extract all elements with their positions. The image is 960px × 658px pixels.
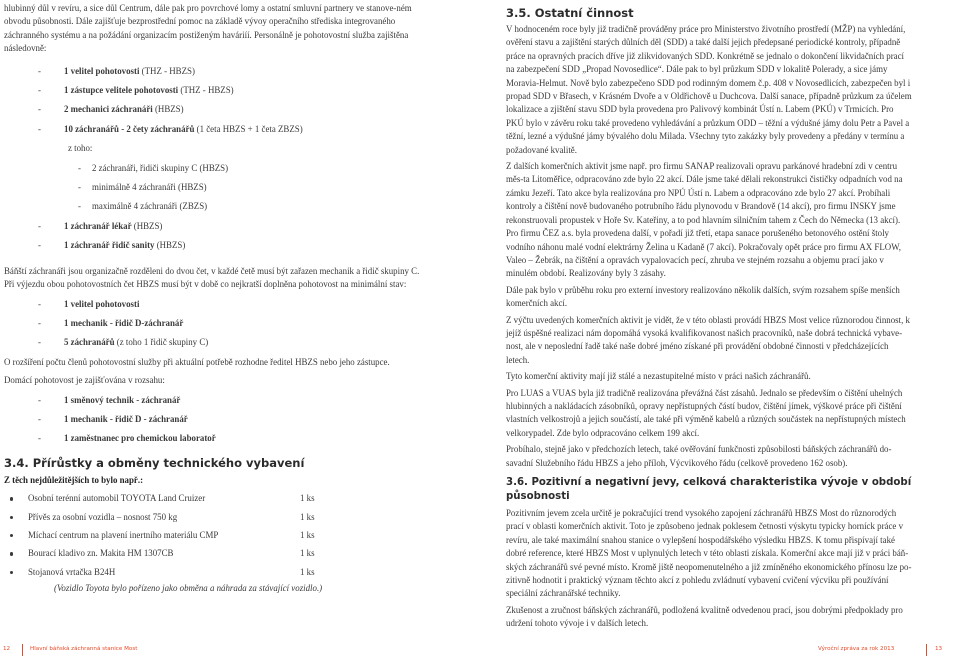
footer-title-right: Výroční zpráva za rok 2013 bbox=[818, 646, 895, 652]
verification-paragraph: Probíhalo, stejně jako v předchozích letech, také ověřování funkčnosti způsobilosti báňských záchranářů do-savadní Služebního řádu HBZS a jeho příloh, Výcvikového řádu (celkově provedeno 162 osob). bbox=[506, 444, 892, 468]
footer-divider bbox=[22, 644, 23, 656]
min-item: - 1 mechanik - řidič D-záchranář bbox=[4, 317, 422, 330]
footer-title-left: Hlavní báňská záchranná stanice Most bbox=[30, 646, 138, 652]
commercial-paragraph: Z dalších komerčních aktivit jsme např. pro firmu SANAP realizovali opravu parkánové hradební zdi v centru měs-ta Litoměřice, odpracováno zde bylo 22 akcí. Dále jsme také dělali rekonstrukci čističky odpadních vod na zámku Jezeří. Tato akce byla realizována pro NPÚ Ústí n. Labem a odpracováno zde bylo 27 akcí. Probíhali kontroly a čištění nově budovaného potrubního řádu plynovodu v Brandově (14 akcí), pro firmu INSKY jsme rekonstruovali propustek v Hoře Sv. Kateřiny, a to pod hlavním silničním tahem z Čech do Německa (13 akcí). Pro firmu ČEZ a.s. byla provedena další, v pořadí již třetí, etapa sanace porušeného betonového ostění štoly vodního náhonu malé vodní elektrárny Želina u Kadaně (7 akcí). Pokračovaly opět práce pro firmu AX FLOW, Valeo – Žebrák, na čištění a opravách vypalovacích pecí, zhruba ve stejném rozsahu a objemu prací jako v minulém období. Realizovány byly 3 zásahy. bbox=[506, 161, 903, 279]
diversity-paragraph: Z výčtu uvedených komerčních aktivit je vidět, že v této oblasti provádí HBZS Most velice různorodou činnost, k jejíž úspěšné realizaci nám dopomáhá vysoká kvalifikovanost našich pracovníků, naše dobrá technická vybave-nost, ale v neposlední řadě také naše dobré jméno získané při provádění obdobné činnosti v předcházejících letech. bbox=[506, 314, 910, 365]
intro-paragraph: hlubinný důl v revíru, a sice důl Centrum, dále pak pro povrchové lomy a ostatní smluvní partnery ve stanove-ném obvodu působnosti. Dále zajišťuje bezprostřední pomoc na základě vývoy operačního střediska integrovaného záchranného systému a na požádání organizacím postiženým haváriíí. Personálně je pohotovostní služba zajištěna následovně: bbox=[4, 3, 412, 54]
left-column bbox=[4, 0, 422, 593]
staff-item: - 1 zástupce velitele pohotovosti (THZ - HBZS) bbox=[4, 84, 422, 97]
home-standby-paragraph: Domácí pohotovost je zajišťována v rozsahu: bbox=[4, 375, 165, 386]
page-number-right: 13 bbox=[935, 646, 943, 652]
equipment-list bbox=[4, 492, 422, 579]
staff-sub-item: - minimálně 4 záchranáři (HBZS) bbox=[4, 181, 422, 194]
commercial-place-paragraph: Tyto komerční aktivity mají již stálé a nezastupitelné místo v práci našich záchranářů. bbox=[506, 371, 811, 382]
staff-item: - 1 záchranář lékař (HBZS) bbox=[4, 220, 422, 233]
footer-divider bbox=[926, 644, 927, 656]
right-column bbox=[506, 0, 912, 631]
staff-item: - 1 záchranář řidič sanity (HBZS) bbox=[4, 239, 422, 252]
section-heading-3-5: 3.5. Ostatní činnost bbox=[506, 6, 634, 20]
equipment-intro: Z těch nejdůležitějších to bylo např.: bbox=[4, 474, 144, 485]
staff-sub-item: - maximálně 4 záchranáři (ZBZS) bbox=[4, 200, 422, 213]
crew-paragraph: Báňští záchranáři jsou organizačně rozděleni do dvou čet, v každé četě musí být zařazen mechanik a řidič skupiny C. Při výjezdu obou pohotovostních čet HBZS musí být v době co nejkratší doplněna pohotovost na minimální stav: bbox=[4, 265, 420, 290]
staff-sub-item: - 2 záchranáři, řidiči skupiny C (HBZS) bbox=[4, 162, 422, 175]
footer bbox=[0, 640, 960, 658]
of-which-label: z toho: bbox=[68, 143, 93, 154]
external-paragraph: Dále pak bylo v průběhu roku pro externí investory realizováno několik dalších, svým rozsahem spíše menších komerčních akcí. bbox=[506, 284, 900, 309]
equipment-item: Míchací centrum na plavení inertního materiálu CMP 1 ks bbox=[4, 529, 422, 542]
home-item: - 1 směnový technik - záchranář bbox=[4, 394, 422, 407]
equipment-item: Stojanová vrtačka B24H 1 ks bbox=[4, 566, 422, 579]
luas-paragraph: Pro LUAS a VUAS byla již tradičně realizována převážná část zásahů. Jednalo se především o čištění uhelných hlubinných a nakládacích zásobníků, opravy nepřístupných částí budov, čištění jímek, výškové práce při čištění vlastních velkostrojů a jejich součástí, ale také při výměně kabelů a různých součástek na nepřístupných místech velkorypadel. Zde bylo odpracováno celkem 199 akcí. bbox=[506, 387, 906, 438]
min-item: - 5 záchranářů (z toho 1 řidič skupiny C) bbox=[4, 336, 422, 349]
mzp-paragraph: V hodnoceném roce byly již tradičně prováděny práce pro Ministerstvo životního prostředí (MŽP) na vyhledání, ověření stavu a zajištění starých důlních děl (SDD) a také další jejich předepsané periodické kontroly, případně práce na opravných pracích dříve již zlikvidovaných SDD. Konkrétně se jednalo o dokončení likvidačních prací na zabezpečení SDD „Propad Novosedlice“. Dále pak to byl průzkum SDD v lokalitě Polerady, a sice jámy Moravia-Helmut. Nově bylo zabezpečeno SDD pod rodinným domem č.p. 408 v Novosedlicích, zabezpečen byl i propad SDD v Břasech, v Krásném Dvoře a v Oldřichově u Duchcova. Další sanace, případně průzkum za účelem lokalizace a zjištění stavu SDD byla provedena pro Palivový kombinát Ústí n. Labem (PKÚ) v Trmicích. Pro PKÚ bylo v závěru roku také provedeno vyhledávání a průzkum ODD – těžní a výdušné jámy dolu Petr a Pavel a těžní, lezné a výdušné jámy bývalého dolu Milada. Všechny tyto zakázky byly provedeny a předány v termínu a požadované kvalitě. bbox=[506, 24, 912, 155]
equipment-note: (Vozidlo Toyota bylo pořízeno jako obměna a náhrada za stávající vozidlo.) bbox=[54, 583, 323, 594]
equipment-item: Osobní terénní automobil TOYOTA Land Cruizer 1 ks bbox=[4, 492, 422, 505]
positive-paragraph: Pozitivním jevem zcela určitě je pokračující trend vysokého zapojení záchranářů HBZS Most do různorodých prací v oblasti komerčních aktivit. Toto je způsobeno jednak poklesem četnosti výskytu typicky horníck práce v revíru, ale také maximální snahou stanice o vylepšení hospodářského výsledku HBZS. K tomu přispívají také dobré reference, které HBZS Most v uplynulých letech v této oblasti získala. Komerční akce mají již v práci báň-ských záchranářů své pevné místo. Kromě jiště neopomenutelného a již zmíněného ekonomického přínosu lze po-zitivně hodnotit i praktický význam těchto akcí z pohledu zvládnutí vybavení cvičení výcviku při používání speciální záchranářské techniky. bbox=[506, 508, 912, 599]
section-heading-3-6: 3.6. Pozitivní a negativní jevy, celková charakteristika vývoje v období působnosti bbox=[506, 477, 912, 502]
staff-item: - 10 záchranářů - 2 čety záchranářů (1 četa HBZS + 1 četa ZBZS) bbox=[4, 123, 422, 136]
home-item: - 1 zaměstnanec pro chemickou laboratoř bbox=[4, 432, 422, 445]
equipment-item: Přívěs za osobní vozidla – nosnost 750 kg 1 ks bbox=[4, 511, 422, 524]
section-heading-3-4: 3.4. Přírůstky a obměny technického vybavení bbox=[4, 455, 305, 470]
staff-item: - 2 mechanici záchranáři (HBZS) bbox=[4, 103, 422, 116]
home-item: - 1 mechanik - řidič D - záchranář bbox=[4, 413, 422, 426]
expansion-paragraph: O rozšíření počtu členů pohotovostní služby při aktuální potřebě rozhodne ředitel HBZS nebo jeho zástupce. bbox=[4, 356, 390, 367]
staff-item: - 1 velitel pohotovosti (THZ - HBZS) bbox=[4, 65, 422, 78]
experience-paragraph: Zkušenost a zručnost báňských záchranářů, podložená kvalitně odvedenou prací, jsou dobrými předpoklady pro udržení tohoto vývoje i v dalších letech. bbox=[506, 604, 903, 629]
page-number-left: 12 bbox=[3, 646, 11, 652]
staff-list bbox=[4, 65, 422, 253]
equipment-item: Bourací kladivo zn. Makita HM 1307CB 1 ks bbox=[4, 547, 422, 560]
min-item: - 1 velitel pohotovosti bbox=[4, 298, 422, 311]
